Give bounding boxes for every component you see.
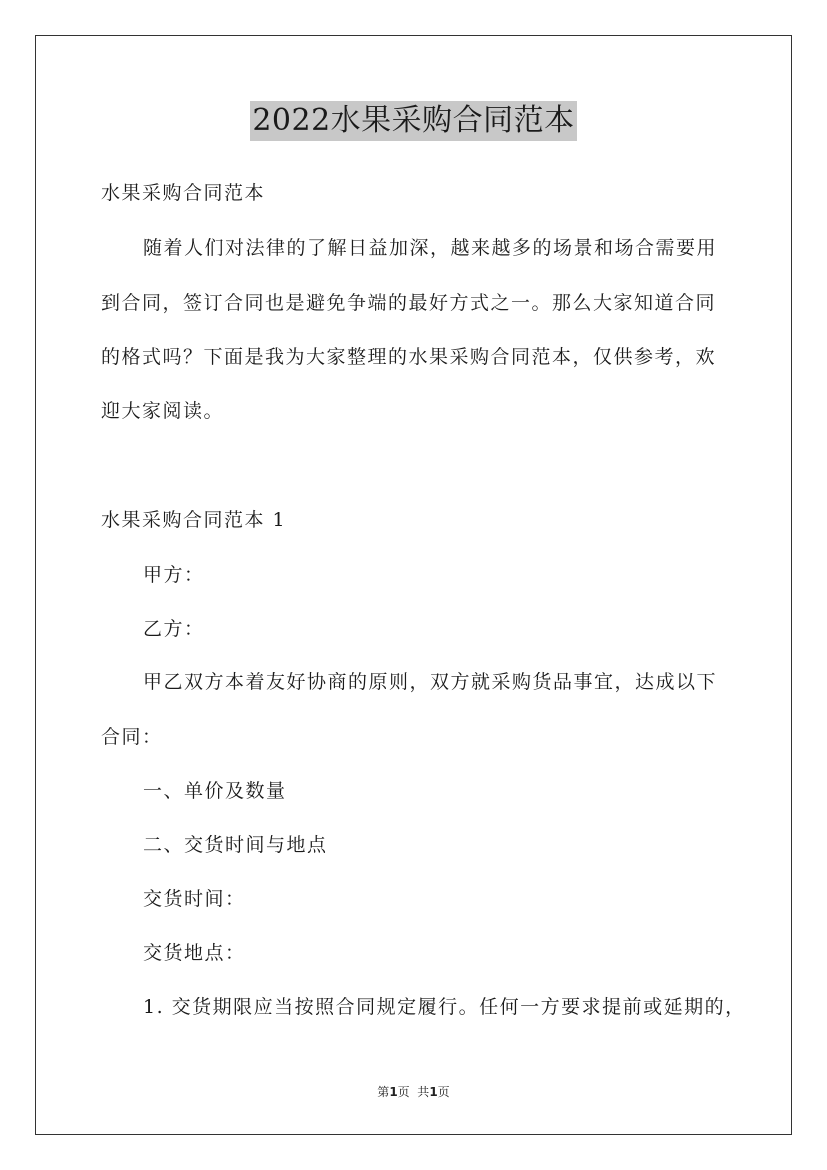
party-b-line: 乙方： [143,618,205,640]
clause-heading: 二、交货时间与地点 [143,834,328,856]
paragraph-line: 合同： [101,726,163,748]
clause-heading: 一、单价及数量 [143,780,287,802]
party-a-line: 甲方： [143,564,205,586]
page-number-prefix: 第 [377,1085,390,1099]
paragraph-line: 随着人们对法律的了解日益加深，越来越多的场景和场合需要用 [143,237,718,259]
paragraph-line: 迎大家阅读。 [101,400,225,422]
section-heading: 水果采购合同范本 1 [101,509,287,531]
title-container [0,101,827,141]
delivery-time-line: 交货时间： [143,888,246,910]
section-heading: 水果采购合同范本 [101,182,266,204]
paragraph-line: 甲乙双方本着友好协商的原则，双方就采购货品事宜，达成以下 [143,671,718,693]
paragraph-line: 的格式吗？下面是我为大家整理的水果采购合同范本，仅供参考，欢 [101,346,717,368]
delivery-place-line: 交货地点： [143,942,246,964]
page-number-suffix: 页 [437,1085,450,1099]
paragraph-line: 到合同，签订合同也是避免争端的最好方式之一。那么大家知道合同 [101,292,717,314]
document-title: 2022水果采购合同范本 [250,101,576,141]
page-number-total: 1 [429,1085,438,1099]
page-number-mid: 页 共 [397,1085,430,1099]
paragraph-line: 1. 交货期限应当按照合同规定履行。任何一方要求提前或延期的， [143,996,746,1018]
page-footer [0,1084,827,1100]
page-number-current: 1 [389,1085,398,1099]
